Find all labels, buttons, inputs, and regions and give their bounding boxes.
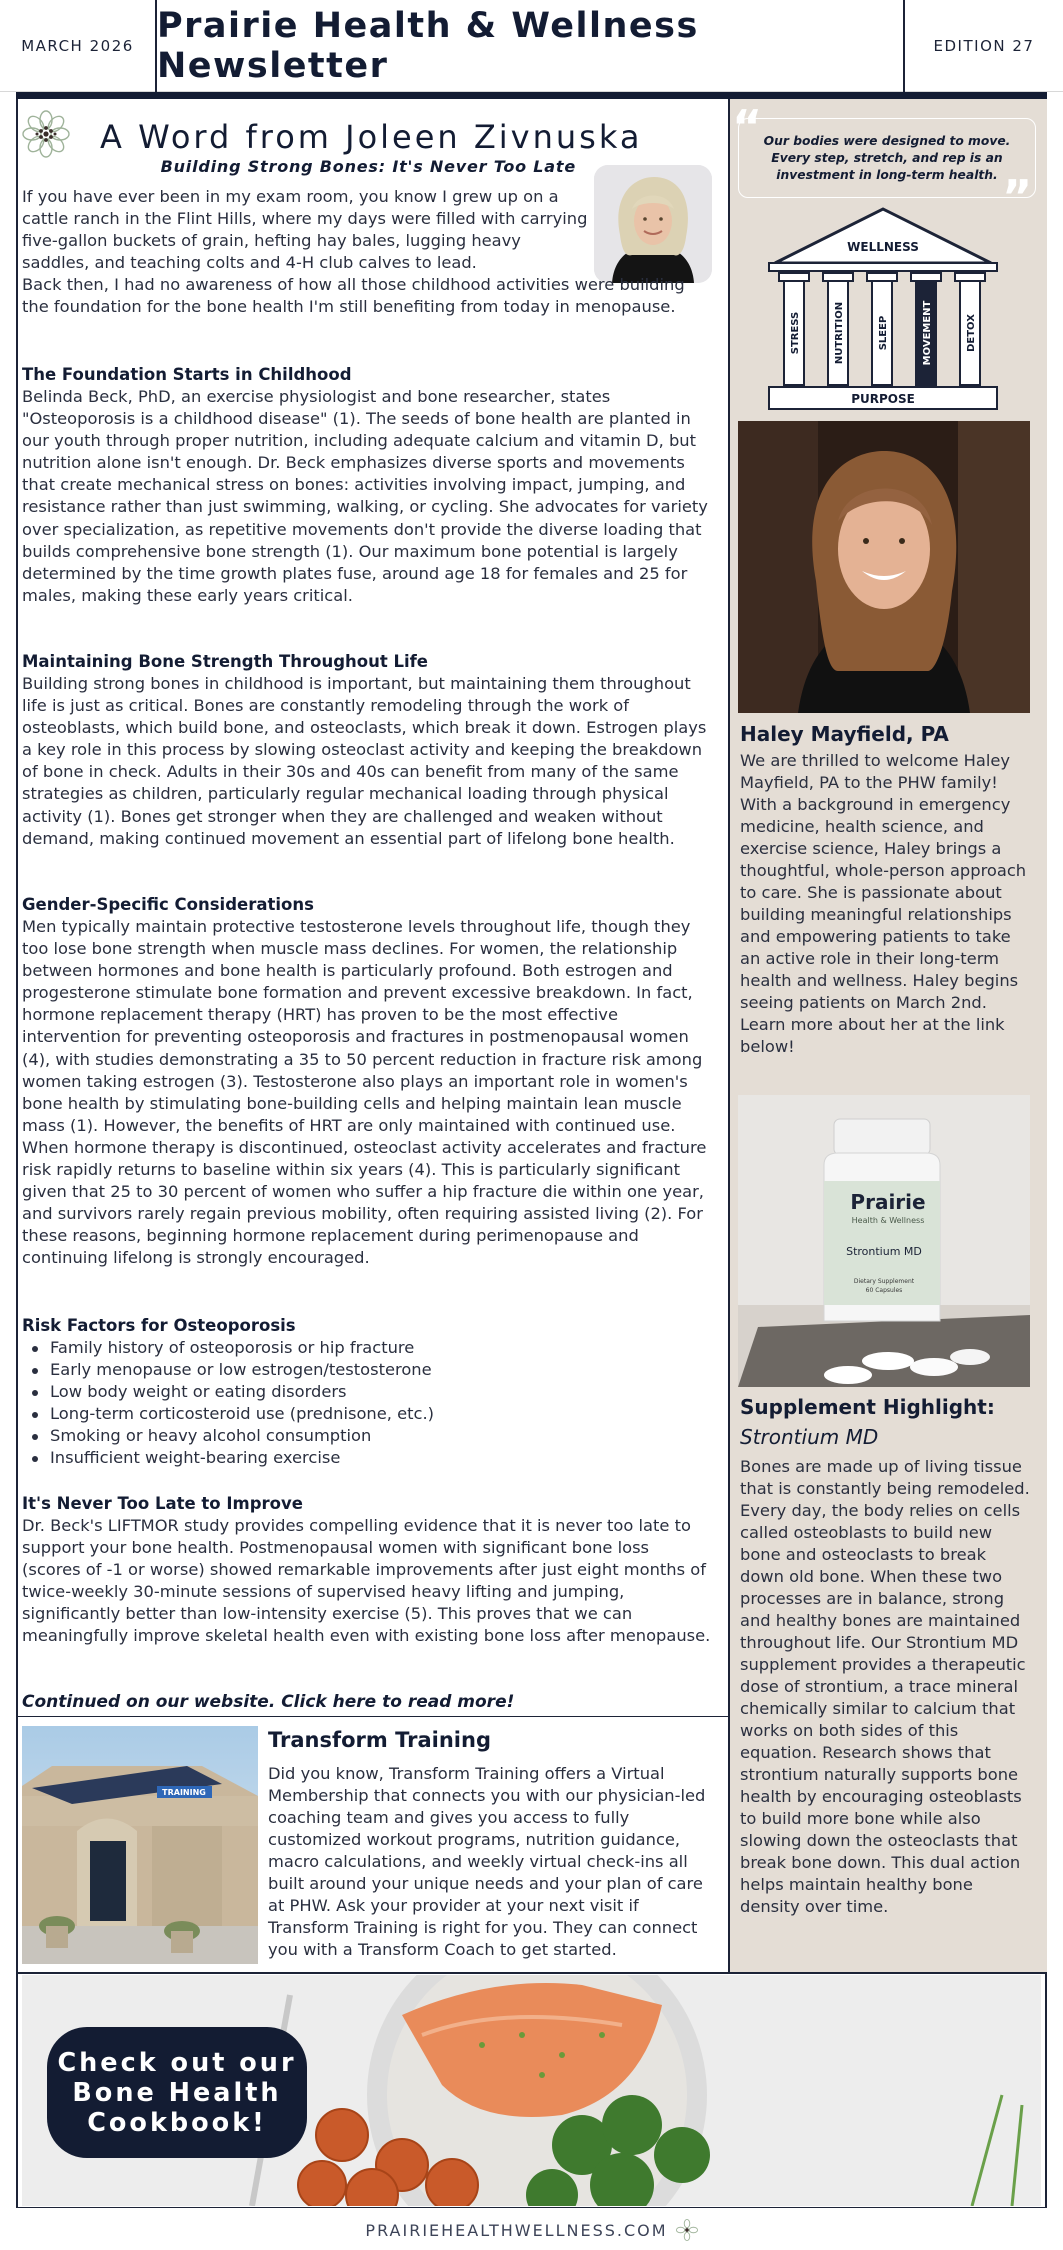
section-body: Building strong bones in childhood is important, but maintaining them throughout life is just as critical. Bones are constantly remodeling through the work of osteoblasts, which build bone, and osteoclasts, which break it down. Estrogen plays a key role in this process by slowing osteoclast activity and keeping the breakdown of bone in check. Adults in their 30s and 40s can benefit from many of the same strategies as children, particularly regular mechanical loading through physical activity (1). Bones get stronger when they are challenged and weaken without demand, making continued movement an essential part of lifelong bone health. bbox=[22, 674, 707, 848]
footer bbox=[0, 2210, 1063, 2250]
bottle-brand-sub: Health & Wellness bbox=[851, 1216, 925, 1225]
article-section bbox=[22, 1493, 712, 1648]
supplement-photo bbox=[738, 1095, 1030, 1387]
transform-body: Did you know, Transform Training offers a Virtual Membership that connects you with our physician-led coaching team and gives you access to fully customized workout programs, nutrition guidance, macro calculations, and weekly virtual check-ins all built around your unique needs and your plan of care at PHW. Ask your provider at your next visit if Transform Training is right for you. They can connect you with a Transform Coach to get started. bbox=[268, 1764, 706, 1959]
risk-factor-list bbox=[22, 1337, 712, 1470]
section-body: Dr. Beck's LIFTMOR study provides compelling evidence that it is never too late to support your bone health. Postmenopausal women with significant bone loss (scores of -1 or worse) showed remarkable improvements after just eight months of twice-weekly 30-minute sessions of supervised heavy lifting and jumping, significantly better than low-intensity exercise (5). This proves that we can meaningfully improve skeletal health even with existing bone loss after menopause. bbox=[22, 1516, 711, 1646]
supplement-body: Bones are made up of living tissue that is constantly being remodeled. Every day, the body relies on cells called osteoblasts to build new bone and osteoclasts to break down old bone. When these two processes are in balance, strong and healthy bones are maintained throughout life. Our Strontium MD supplement provides a therapeutic dose of strontium, a trace mineral chemically similar to calcium that works on both sides of this equation. Research shows that strontium naturally supports bone health by encouraging osteoblasts to build more bone while also slowing down the osteoclasts that break bone down. This dual action helps maintain healthy bone density over time. bbox=[740, 1457, 1030, 1916]
section-heading: Risk Factors for Osteoporosis bbox=[22, 1316, 296, 1335]
risk-factors-section bbox=[22, 1315, 712, 1470]
header-rule bbox=[16, 92, 1047, 99]
section-heading: It's Never Too Late to Improve bbox=[22, 1494, 303, 1513]
transform-training-photo bbox=[22, 1726, 258, 1964]
supplement-name: Strontium MD bbox=[740, 1425, 879, 1449]
cookbook-line: Cookbook! bbox=[87, 2107, 267, 2138]
website-link[interactable]: PRAIRIEHEALTHWELLNESS.COM bbox=[365, 2220, 668, 2240]
article-section bbox=[22, 651, 712, 850]
supplement-heading: Supplement Highlight: bbox=[740, 1395, 995, 1419]
bottle-note: Dietary Supplement bbox=[853, 1278, 915, 1285]
haley-name: Haley Mayfield, PA bbox=[740, 722, 949, 746]
article-section bbox=[22, 894, 712, 1270]
article-section bbox=[22, 364, 712, 607]
pillar-label: STRESS bbox=[790, 311, 801, 355]
cookbook-button[interactable] bbox=[47, 2027, 307, 2158]
bottle-product: Strontium MD bbox=[846, 1245, 922, 1258]
close-quote-icon: ” bbox=[1002, 170, 1033, 224]
list-item: Family history of osteoporosis or hip fracture bbox=[22, 1337, 712, 1359]
list-item: Insufficient weight-bearing exercise bbox=[22, 1447, 712, 1469]
wellness-pillars-diagram bbox=[765, 205, 1001, 413]
cookbook-line: Bone Health bbox=[72, 2077, 282, 2108]
training-sign: TRAINING bbox=[162, 1788, 206, 1797]
newsletter-header bbox=[0, 0, 1063, 92]
haley-photo bbox=[738, 421, 1030, 713]
bottle-note: 60 Capsules bbox=[865, 1287, 903, 1294]
list-item: Low body weight or eating disorders bbox=[22, 1381, 712, 1403]
section-heading: Gender-Specific Considerations bbox=[22, 895, 314, 914]
haley-bio: We are thrilled to welcome Haley Mayfield, PA to the PHW family! With a background in emergency medicine, health science, and exercise science, Haley brings a thoughtful, whole-person approach to care. She is passionate about building meaningful relationships and empowering patients to take an active role in their long-term health and wellness. Haley begins seeing patients on March 2nd. Learn more about her at the link below! bbox=[740, 751, 1027, 1056]
flower-logo-icon bbox=[676, 2219, 698, 2241]
pillar-label: DETOX bbox=[966, 314, 977, 352]
section-divider bbox=[16, 1716, 728, 1717]
pillars-roof-label: WELLNESS bbox=[847, 240, 919, 254]
pillar-label: SLEEP bbox=[878, 315, 889, 351]
pull-quote: Our bodies were designed to move. Every step, stretch, and rep is an investment in long-term health. bbox=[738, 118, 1036, 198]
issue-date: MARCH 2026 bbox=[21, 37, 134, 55]
newsletter-title: Prairie Health & Wellness Newsletter bbox=[155, 0, 905, 92]
author-photo bbox=[594, 165, 712, 283]
section-body: Men typically maintain protective testosterone levels throughout life, though they too lose bone strength when muscle mass declines. For women, the relationship between hormones and bone health is particularly profound. Both estrogen and progesterone stimulate bone formation and prevent excessive breakdown. In fact, hormone replacement therapy (HRT) has proven to be the most effective intervention for preventing osteoporosis and fractures in postmenopausal women (4), with studies demonstrating a 35 to 50 percent reduction in fracture risk among women taking estrogen (3). Testosterone also plays an important role in women's bone health by stimulating bone-building cells and helping maintain lean muscle mass (1). However, the benefits of HRT are only maintained with continued use. When hormone therapy is discontinued, osteoclast activity accelerates and fracture risk rapidly returns to baseline within six years (4). This is particularly significant given that 25 to 30 percent of women who suffer a hip fracture die within one year, and survivors rarely regain previous mobility, often requiring assisted living (2). For these reasons, beginning hormone replacement during perimenopause and continuing lifelong is strongly encouraged. bbox=[22, 917, 707, 1268]
pillar-label: NUTRITION bbox=[834, 301, 845, 365]
continued-link[interactable]: Continued on our website. Click here to read more! bbox=[22, 1692, 515, 1712]
article-intro-continued: Back then, I had no awareness of how all those childhood activities were building the foundation for the bone health I'm still benefiting from today in menopause. bbox=[22, 275, 685, 317]
article-tagline: Building Strong Bones: It's Never Too Late bbox=[160, 157, 576, 176]
pillars-base-label: PURPOSE bbox=[851, 392, 915, 406]
transform-heading: Transform Training bbox=[268, 1728, 491, 1752]
pillar-label: MOVEMENT bbox=[922, 300, 933, 366]
edition-number: EDITION 27 bbox=[933, 37, 1035, 55]
flower-logo-icon bbox=[22, 110, 70, 158]
list-item: Smoking or heavy alcohol consumption bbox=[22, 1425, 712, 1447]
article-title: A Word from Joleen Zivnuska bbox=[100, 118, 643, 156]
section-heading: Maintaining Bone Strength Throughout Life bbox=[22, 652, 428, 671]
section-body: Belinda Beck, PhD, an exercise physiologist and bone researcher, states "Osteoporosis is a childhood disease" (1). The seeds of bone health are planted in our youth through proper nutrition, including adequate calcium and vitamin D, but nutrition alone isn't enough. Dr. Beck emphasizes diverse sports and movements that create mechanical stress on bones: activities involving impact, jumping, and resistance rather than just swimming, walking, or cycling. She advocates for variety over specialization, as repetitive movements don't provide the diverse loading that builds comprehensive bone strength (1). Our maximum bone potential is largely determined by the time growth plates fuse, around age 18 for females and 25 for males, making these early years critical. bbox=[22, 387, 708, 605]
list-item: Early menopause or low estrogen/testosterone bbox=[22, 1359, 712, 1381]
bottle-brand: Prairie bbox=[850, 1190, 926, 1214]
section-divider bbox=[16, 1972, 1047, 1974]
section-heading: The Foundation Starts in Childhood bbox=[22, 365, 352, 384]
list-item: Long-term corticosteroid use (prednisone, etc.) bbox=[22, 1403, 712, 1425]
cookbook-line: Check out our bbox=[57, 2047, 297, 2078]
footer-divider bbox=[16, 2207, 1047, 2208]
open-quote-icon: “ bbox=[732, 100, 763, 154]
article-intro: If you have ever been in my exam room, you know I grew up on a cattle ranch in the Flint Hills, where my days were filled with carrying five-gallon buckets of grain, hefting hay bales, lugging heavy saddles, and teaching colts and 4-H club calves to lead. bbox=[22, 187, 588, 273]
